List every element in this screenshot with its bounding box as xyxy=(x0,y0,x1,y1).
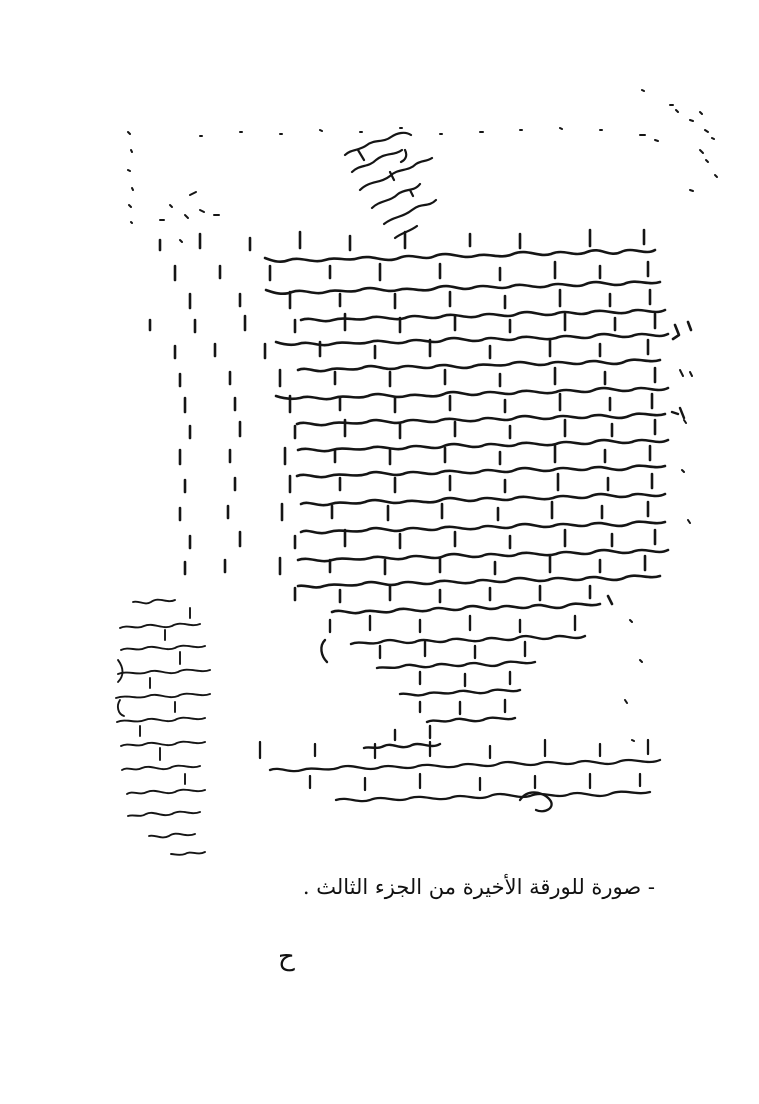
figure-caption: - صورة للورقة الأخيرة من الجزء الثالث . xyxy=(302,875,655,899)
right-edge-mark xyxy=(672,408,684,418)
main-text-block xyxy=(150,230,691,613)
marginal-note-top xyxy=(345,133,436,238)
colophon-lines xyxy=(321,616,585,748)
scribe-signature xyxy=(260,740,660,811)
page-number: ح xyxy=(278,942,295,972)
marginal-note-left xyxy=(116,600,210,855)
